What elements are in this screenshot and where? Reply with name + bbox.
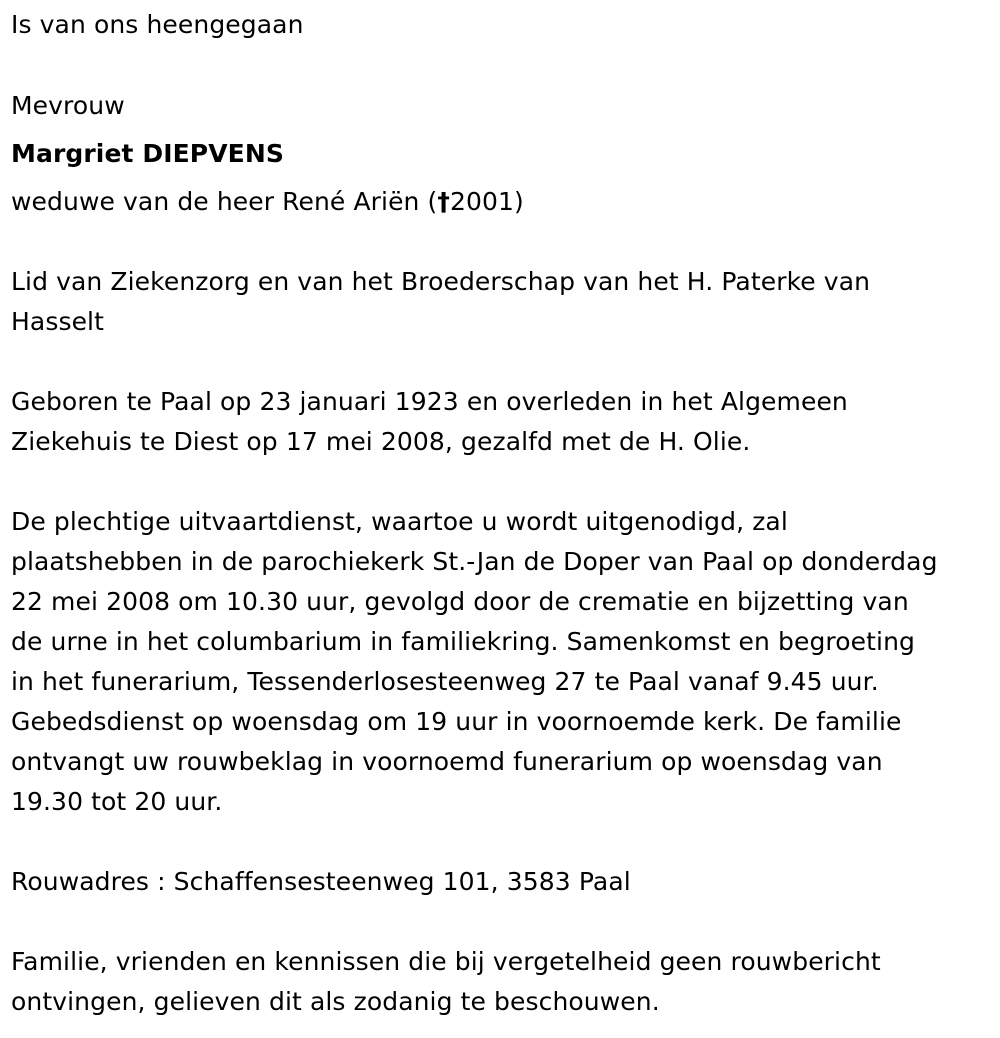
membership-line: Lid van Ziekenzorg en van het Broederschap van het H. Paterke van bbox=[11, 267, 871, 296]
membership-line: Hasselt bbox=[11, 307, 104, 336]
widow-line bbox=[11, 182, 524, 222]
intro-line: Is van ons heengegaan bbox=[11, 10, 304, 39]
cross-icon: † bbox=[437, 187, 451, 216]
service-line: Gebedsdienst op woensdag om 19 uur in voornoemde kerk. De familie bbox=[11, 707, 902, 736]
widow-suffix: 2001) bbox=[450, 187, 524, 216]
deceased-name: Margriet DIEPVENS bbox=[11, 139, 284, 168]
birth-death-line: Ziekehuis te Diest op 17 mei 2008, gezalfd met de H. Olie. bbox=[11, 427, 751, 456]
service-line: 19.30 tot 20 uur. bbox=[11, 787, 223, 816]
service-line: plaatshebben in de parochiekerk St.-Jan de Doper van Paal op donderdag bbox=[11, 547, 938, 576]
service-line: in het funerarium, Tessenderlosesteenweg 27 te Paal vanaf 9.45 uur. bbox=[11, 667, 879, 696]
service-line: De plechtige uitvaartdienst, waartoe u wordt uitgenodigd, zal bbox=[11, 507, 788, 536]
service-line: de urne in het columbarium in familiekring. Samenkomst en begroeting bbox=[11, 627, 915, 656]
service-line: ontvangt uw rouwbeklag in voornoemd funerarium op woensdag van bbox=[11, 747, 883, 776]
service-line: 22 mei 2008 om 10.30 uur, gevolgd door de crematie en bijzetting van bbox=[11, 587, 909, 616]
closing-line: ontvingen, gelieven dit als zodanig te beschouwen. bbox=[11, 987, 660, 1016]
address-line: Rouwadres : Schaffensesteenweg 101, 3583 Paal bbox=[11, 867, 631, 896]
birth-death-line: Geboren te Paal op 23 januari 1923 en overleden in het Algemeen bbox=[11, 387, 848, 416]
closing-line: Familie, vrienden en kennissen die bij vergetelheid geen rouwbericht bbox=[11, 947, 881, 976]
salutation: Mevrouw bbox=[11, 91, 125, 120]
widow-prefix: weduwe van de heer René Ariën ( bbox=[11, 187, 438, 216]
